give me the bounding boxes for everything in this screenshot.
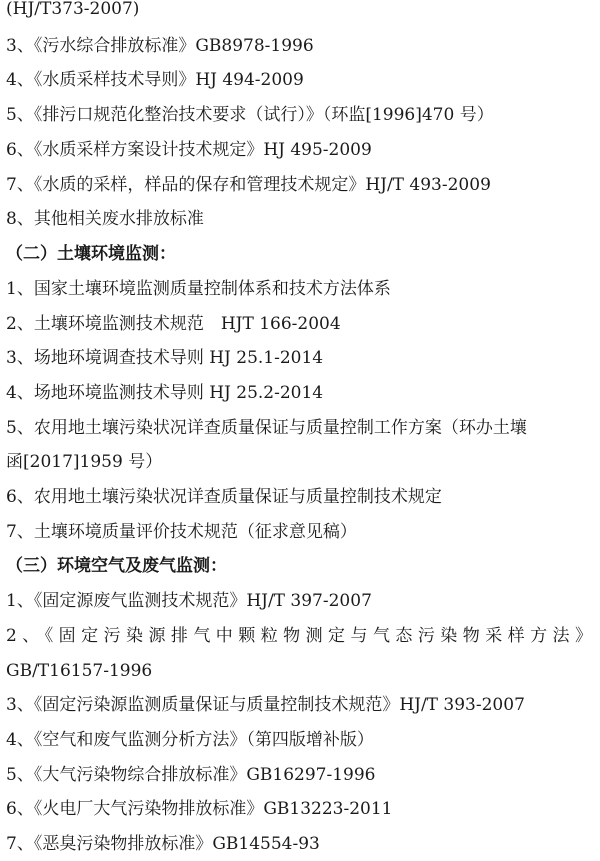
list-item: 7、《恶臭污染物排放标准》GB14554-93 <box>6 834 320 854</box>
list-item: 4、《空气和废气监测分析方法》（第四版增补版） <box>6 730 374 750</box>
list-item: 4、《水质采样技术导则》HJ 494-2009 <box>6 70 304 90</box>
list-item: 2、土壤环境监测技术规范 HJT 166-2004 <box>6 314 341 334</box>
list-item: 6、农用地土壤污染状况详查质量保证与质量控制技术规定 <box>6 487 442 507</box>
section-heading-soil: （二）土壤环境监测： <box>6 244 176 264</box>
list-item: 4、场地环境监测技术导则 HJ 25.2-2014 <box>6 383 324 403</box>
list-item-continuation: 函[2017]1959 号） <box>6 452 163 472</box>
list-item: 5、《大气污染物综合排放标准》GB16297-1996 <box>6 765 376 785</box>
section-heading-air: （三）环境空气及废气监测： <box>6 556 227 576</box>
list-item: 3、《固定污染源监测质量保证与质量控制技术规范》HJ/T 393-2007 <box>6 695 525 715</box>
list-item: 5、农用地土壤污染状况详查质量保证与质量控制工作方案（环办土壤 <box>6 418 527 438</box>
list-item: 7、《水质的采样，样品的保存和管理技术规定》HJ/T 493-2009 <box>6 175 491 195</box>
list-item: 6、《水质采样方案设计技术规定》HJ 495-2009 <box>6 140 372 160</box>
list-item: 1、《固定源废气监测技术规范》HJ/T 397-2007 <box>6 591 372 611</box>
list-item: 6、《火电厂大气污染物排放标准》GB13223-2011 <box>6 799 393 819</box>
list-item: 5、《排污口规范化整治技术要求（试行）》（环监[1996]470 号） <box>6 105 494 125</box>
standard-code-continuation: (HJ/T373-2007) <box>6 0 140 19</box>
list-item: 8、其他相关废水排放标准 <box>6 209 204 229</box>
list-item-continuation: GB/T16157-1996 <box>6 661 153 681</box>
list-item: 3、场地环境调查技术导则 HJ 25.1-2014 <box>6 348 324 368</box>
list-item: 2、《固定污染源排气中颗粒物测定与气态污染物采样方法》 <box>6 626 592 646</box>
list-item: 1、国家土壤环境监测质量控制体系和技术方法体系 <box>6 279 391 299</box>
list-item: 3、《污水综合排放标准》GB8978-1996 <box>6 36 314 56</box>
list-item: 7、土壤环境质量评价技术规范（征求意见稿） <box>6 522 357 542</box>
